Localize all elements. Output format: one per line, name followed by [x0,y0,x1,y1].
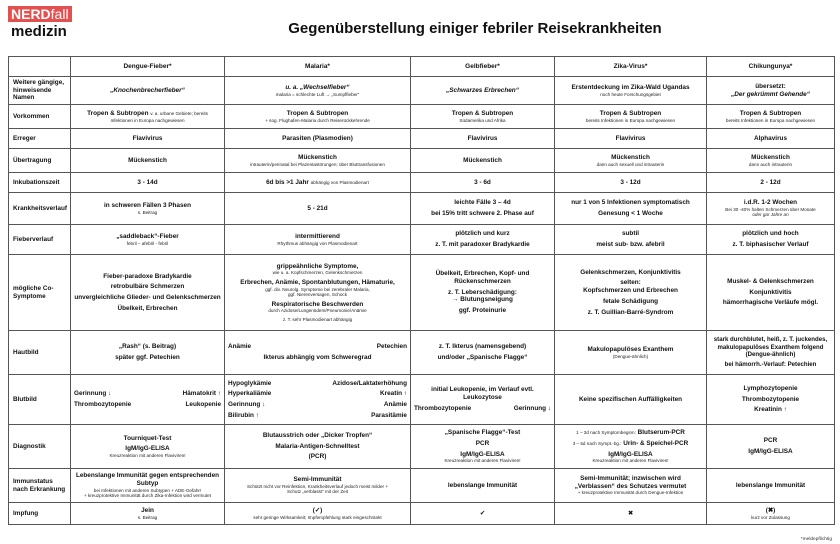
row-label: Vorkommen [9,105,71,129]
cell-dengue: Lebenslange Immunität gegen entsprechenden Subtyp bei Infektionen mit anderen Subtypen + ADE-Gefahr! + kreuzprotektive Immunität durch Zika-Infektion wird vermutet [71,469,225,503]
cell-dengue: „Rash“ (s. Beitrag) später ggf. Petechien [71,331,225,375]
cell-chikungunya: stark durchblutet, heiß, z. T. juckendes, makulopapulöses Exanthem folgend (Dengue-ähnlich) bei hämorrh.-Verlauf: Petechien [707,331,835,375]
cell-malaria: (✓) sehr geringe Wirksamkeit; Impfempfehlung stark eingeschränkt [225,503,411,525]
table-row-hautbild [9,331,835,375]
table-row-inkubation [9,173,835,193]
cell-gelbfieber: Flavivirus [411,129,555,149]
cell-malaria: Tropen & Subtropen + sog. Flughafen-Malaria durch Reiserückkehrende [225,105,411,129]
table-row-blutbild [9,375,835,425]
cell-gelbfieber: leichte Fälle 3 – 4d bei 15% tritt schwere 2. Phase auf [411,193,555,225]
cell-dengue: Tourniquet-Test IgM/IgG-ELISA Kreuzreaktion mit anderen Flaviviren! [71,425,225,469]
cell-zika: Makulopapulöses Exanthem (Dengue-ähnlich) [555,331,707,375]
table-row-immunstatus [9,469,835,503]
page-title: Gegenüberstellung einiger febriler Reisekrankheiten [288,20,662,37]
cell-dengue: Jein s. Beitrag [71,503,225,525]
logo-bottom: medizin [11,23,67,40]
column-header-gelbfieber: Gelbfieber* [411,57,555,77]
cell-zika: subtil meist sub- bzw. afebril [555,225,707,255]
table-header-row [9,57,835,77]
row-label: Weitere gängige, hinweisende Namen [9,77,71,105]
cell-chikungunya: Tropen & Subtropen bereits Infektionen in Europa nachgewiesen [707,105,835,129]
cell-gelbfieber: z. T. Ikterus (namensgebend) und/oder „Spanische Flagge“ [411,331,555,375]
logo-top: NERDfall [8,6,72,22]
cell-zika: Erstentdeckung im Zika-Wald Ugandas noch heute Forschungsgebiet [555,77,707,105]
cell-zika: 1 – 3d nach Symptombeginn: Blutserum-PCR 3 – 5d nach Sympt.-bg.: Urin- & Speichel-PCR IgM/IgG-ELISA Kreuzreaktion mit anderen Flaviviren! [555,425,707,469]
cell-malaria: Blutausstrich oder „Dicker Tropfen“ Malaria-Antigen-Schnelltest (PCR) [225,425,411,469]
cell-dengue: „Knochenbrecherfieber“ [71,77,225,105]
cell-malaria: Semi-Immunität Schützt nicht vor Reinfektion, Krankheitsverlauf jedoch meist milder + Schutz „verblasst“ mit der Zeit [225,469,411,503]
cell-gelbfieber: Übelkeit, Erbrechen, Kopf- und Rückenschmerzen z. T. Leberschädigung: → Blutungsneigung ggf. Proteinurie [411,255,555,331]
cell-gelbfieber [411,503,555,525]
table-row-impfung [9,503,835,525]
row-label: Hautbild [9,331,71,375]
column-header-zika: Zika-Virus* [555,57,707,77]
cell-dengue: Fieber-paradoxe Bradykardie retrobulbäre Schmerzen unvergleichliche Glieder- und Gelenkschmerzen Übelkeit, Erbrechen [71,255,225,331]
cell-gelbfieber: „Spanische Flagge“-Test PCR IgM/IgG-ELISA Kreuzreaktion mit anderen Flaviviren! [411,425,555,469]
row-label: mögliche Co-Symptome [9,255,71,331]
cell-dengue: Tropen & Subtropen v. a. urbane Gebiete; bereits Infektionen in Europa nachgewiesen [71,105,225,129]
table-row-diagnostik [9,425,835,469]
cell-gelbfieber: „Schwarzes Erbrechen“ [411,77,555,105]
cell-chikungunya: 2 - 12d [707,173,835,193]
cell-malaria: 5 - 21d [225,193,411,225]
row-label: Inkubationszeit [9,173,71,193]
cell-zika: Gelenkschmerzen, Konjunktivitis selten: Kopfschmerzen und Erbrechen fetale Schädigung z. T. Guillian-Barré-Syndrom [555,255,707,331]
cell-malaria: u. a. „Wechselfieber“ malaria = schlechte Luft → „Sumpffieber“ [225,77,411,105]
cell-dengue: Flavivirus [71,129,225,149]
cell-chikungunya: (✖) kurz vor Zulassung [707,503,835,525]
corner-cell [9,57,71,77]
row-label: Impfung [9,503,71,525]
row-label: Erreger [9,129,71,149]
table-row-fieberverlauf [9,225,835,255]
cell-gelbfieber: 3 - 6d [411,173,555,193]
cell-dengue: Gerinnung ↓ Hämatokrit ↑ Thrombozytopenie Leukopenie [71,375,225,425]
cell-zika: Keine spezifischen Auffälligkeiten [555,375,707,425]
cell-chikungunya: Mückenstich dann auch intrauterin [707,149,835,173]
table-row-vorkommen [9,105,835,129]
cell-chikungunya: lebenslange Immunität [707,469,835,503]
row-label: Krankheitsverlauf [9,193,71,225]
cell-dengue: Mückenstich [71,149,225,173]
cell-zika: nur 1 von 5 Infektionen symptomatisch Genesung < 1 Woche [555,193,707,225]
row-label: Fieberverlauf [9,225,71,255]
table-row-co-symptome [9,255,835,331]
cell-chikungunya: Lymphozytopenie Thrombozytopenie Kreatinin ↑ [707,375,835,425]
row-label: Diagnostik [9,425,71,469]
cell-gelbfieber: lebenslange Immunität [411,469,555,503]
row-label: Übertragung [9,149,71,173]
cell-zika: Tropen & Subtropen bereits Infektionen in Europa nachgewiesen [555,105,707,129]
row-label: Immunstatus nach Erkrankung [9,469,71,503]
cell-gelbfieber: initial Leukopenie, im Verlauf evtl. Leukozytose Thrombozytopenie Gerinnung ↓ [411,375,555,425]
cell-malaria: Hypoglykämie Azidose/Laktaterhöhung Hyperkaliämie Kreatin ↑ Gerinnung ↓ Anämie Bilirubin ↑ Parasitämie [225,375,411,425]
cell-malaria: 6d bis >1 Jahr abhängig von Plasmodienart [225,173,411,193]
cell-malaria: Anämie Petechien Ikterus abhängig vom Schweregrad [225,331,411,375]
cell-zika: Semi-Immunität; inzwischen wird „Verblassen“ des Schutzes vermutet + kreuzprotektive Immunität durch Dengue-Infektion [555,469,707,503]
cell-zika [555,503,707,525]
table-row-krankheitsverlauf [9,193,835,225]
cell-gelbfieber: Tropen & Subtropen Südamerika und Afrika [411,105,555,129]
column-header-dengue: Dengue-Fieber* [71,57,225,77]
cell-chikungunya: i.d.R. 1-2 Wochen Bei 30 -40% halten Schmerzen über Monate oder gar Jahre an [707,193,835,225]
footnote: *meldepflichtig [800,537,832,542]
comparison-table [8,56,835,525]
cell-zika: Mückenstich dann auch sexuell und intrauterin [555,149,707,173]
cell-chikungunya: übersetzt: „Der gekrümmt Gehende“ [707,77,835,105]
cell-chikungunya: plötzlich und hoch z. T. biphasischer Verlauf [707,225,835,255]
cell-chikungunya: Muskel- & Gelenkschmerzen Konjunktivitis hämorrhagische Verläufe mögl. [707,255,835,331]
cell-zika: 3 - 12d [555,173,707,193]
column-header-malaria: Malaria* [225,57,411,77]
row-label: Blutbild [9,375,71,425]
table-row-erreger [9,129,835,149]
table-row-names [9,77,835,105]
cross-icon: ✖ [627,509,634,517]
cell-dengue: in schweren Fällen 3 Phasen s. Beitrag [71,193,225,225]
cell-dengue: 3 - 14d [71,173,225,193]
cell-malaria: Mückenstich intrauterin/perinatal bei Plazentastörungen; über Bluttransfusionen [225,149,411,173]
cell-chikungunya: PCR IgM/IgG-ELISA [707,425,835,469]
cell-gelbfieber: Mückenstich [411,149,555,173]
cell-malaria: intermittierend Rhythmus abhängig von Plasmodienart [225,225,411,255]
check-icon: ✔ [479,509,486,517]
cell-dengue: „saddleback“-Fieber febril – afebril - febril [71,225,225,255]
table-row-uebertragung [9,149,835,173]
cell-chikungunya: Alphavirus [707,129,835,149]
column-header-chikungunya: Chikungunya* [707,57,835,77]
cell-gelbfieber: plötzlich und kurz z. T. mit paradoxer Bradykardie [411,225,555,255]
cell-malaria: grippeähnliche Symptome, wie u. a. Kopfschmerzen, Gelenkschmerzen Erbrechen, Anämie, Spontanblutungen, Hämaturie, ggf. div. Neurolg. Symptome bei zerebraler Malaria, ggf. Nierenversagen, Schock Respiratorische Beschwerden durch Azidose/Lungenödem/Pneumonie/Anämie z. T. sehr Plasmodienart abhängig [225,255,411,331]
cell-zika: Flavivirus [555,129,707,149]
cell-malaria: Parasiten (Plasmodien) [225,129,411,149]
